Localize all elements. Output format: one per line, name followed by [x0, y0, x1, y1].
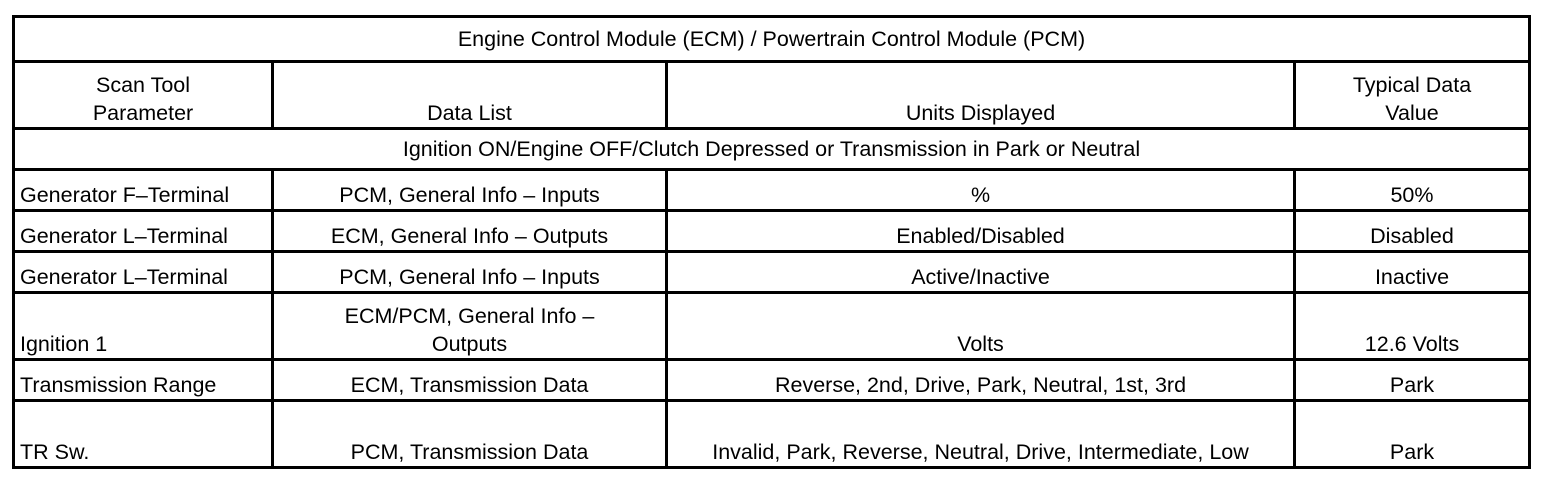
- table-row: [14, 293, 1530, 360]
- table-row: [14, 170, 1530, 211]
- cell-typical-value: Park: [1295, 401, 1530, 468]
- cell-data-list: ECM, Transmission Data: [273, 360, 667, 401]
- cell-typical-value: Inactive: [1295, 252, 1530, 293]
- cell-units: Volts: [667, 293, 1295, 360]
- cell-units: Reverse, 2nd, Drive, Park, Neutral, 1st, 3rd: [667, 360, 1295, 401]
- column-header-row: [14, 62, 1530, 129]
- cell-parameter: Generator F–Terminal: [14, 170, 273, 211]
- cell-data-list: PCM, Transmission Data: [273, 401, 667, 468]
- cell-typical-value: Disabled: [1295, 211, 1530, 252]
- header-data-list: Data List: [273, 62, 667, 129]
- cell-units: Enabled/Disabled: [667, 211, 1295, 252]
- section-row: [14, 129, 1530, 170]
- cell-units: %: [667, 170, 1295, 211]
- table-row: [14, 252, 1530, 293]
- cell-parameter: Generator L–Terminal: [14, 252, 273, 293]
- cell-parameter: Ignition 1: [14, 293, 273, 360]
- cell-typical-value: 12.6 Volts: [1295, 293, 1530, 360]
- cell-typical-value: Park: [1295, 360, 1530, 401]
- table-row: [14, 211, 1530, 252]
- table-title-row: [14, 17, 1530, 62]
- cell-parameter: TR Sw.: [14, 401, 273, 468]
- header-units-displayed: Units Displayed: [667, 62, 1295, 129]
- cell-units: Active/Inactive: [667, 252, 1295, 293]
- cell-typical-value: 50%: [1295, 170, 1530, 211]
- table-row: [14, 360, 1530, 401]
- cell-data-list: PCM, General Info – Inputs: [273, 170, 667, 211]
- header-scan-tool-parameter: Scan Tool Parameter: [14, 62, 273, 129]
- cell-units: Invalid, Park, Reverse, Neutral, Drive, Intermediate, Low: [667, 401, 1295, 468]
- table-title: Engine Control Module (ECM) / Powertrain Control Module (PCM): [14, 17, 1530, 62]
- table-row: [14, 401, 1530, 468]
- cell-parameter: Transmission Range: [14, 360, 273, 401]
- section-heading: Ignition ON/Engine OFF/Clutch Depressed or Transmission in Park or Neutral: [14, 129, 1530, 170]
- header-typical-data-value: Typical Data Value: [1295, 62, 1530, 129]
- cell-parameter: Generator L–Terminal: [14, 211, 273, 252]
- scan-tool-data-table: [12, 15, 1531, 469]
- cell-data-list: ECM, General Info – Outputs: [273, 211, 667, 252]
- cell-data-list: PCM, General Info – Inputs: [273, 252, 667, 293]
- cell-data-list: ECM/PCM, General Info – Outputs: [273, 293, 667, 360]
